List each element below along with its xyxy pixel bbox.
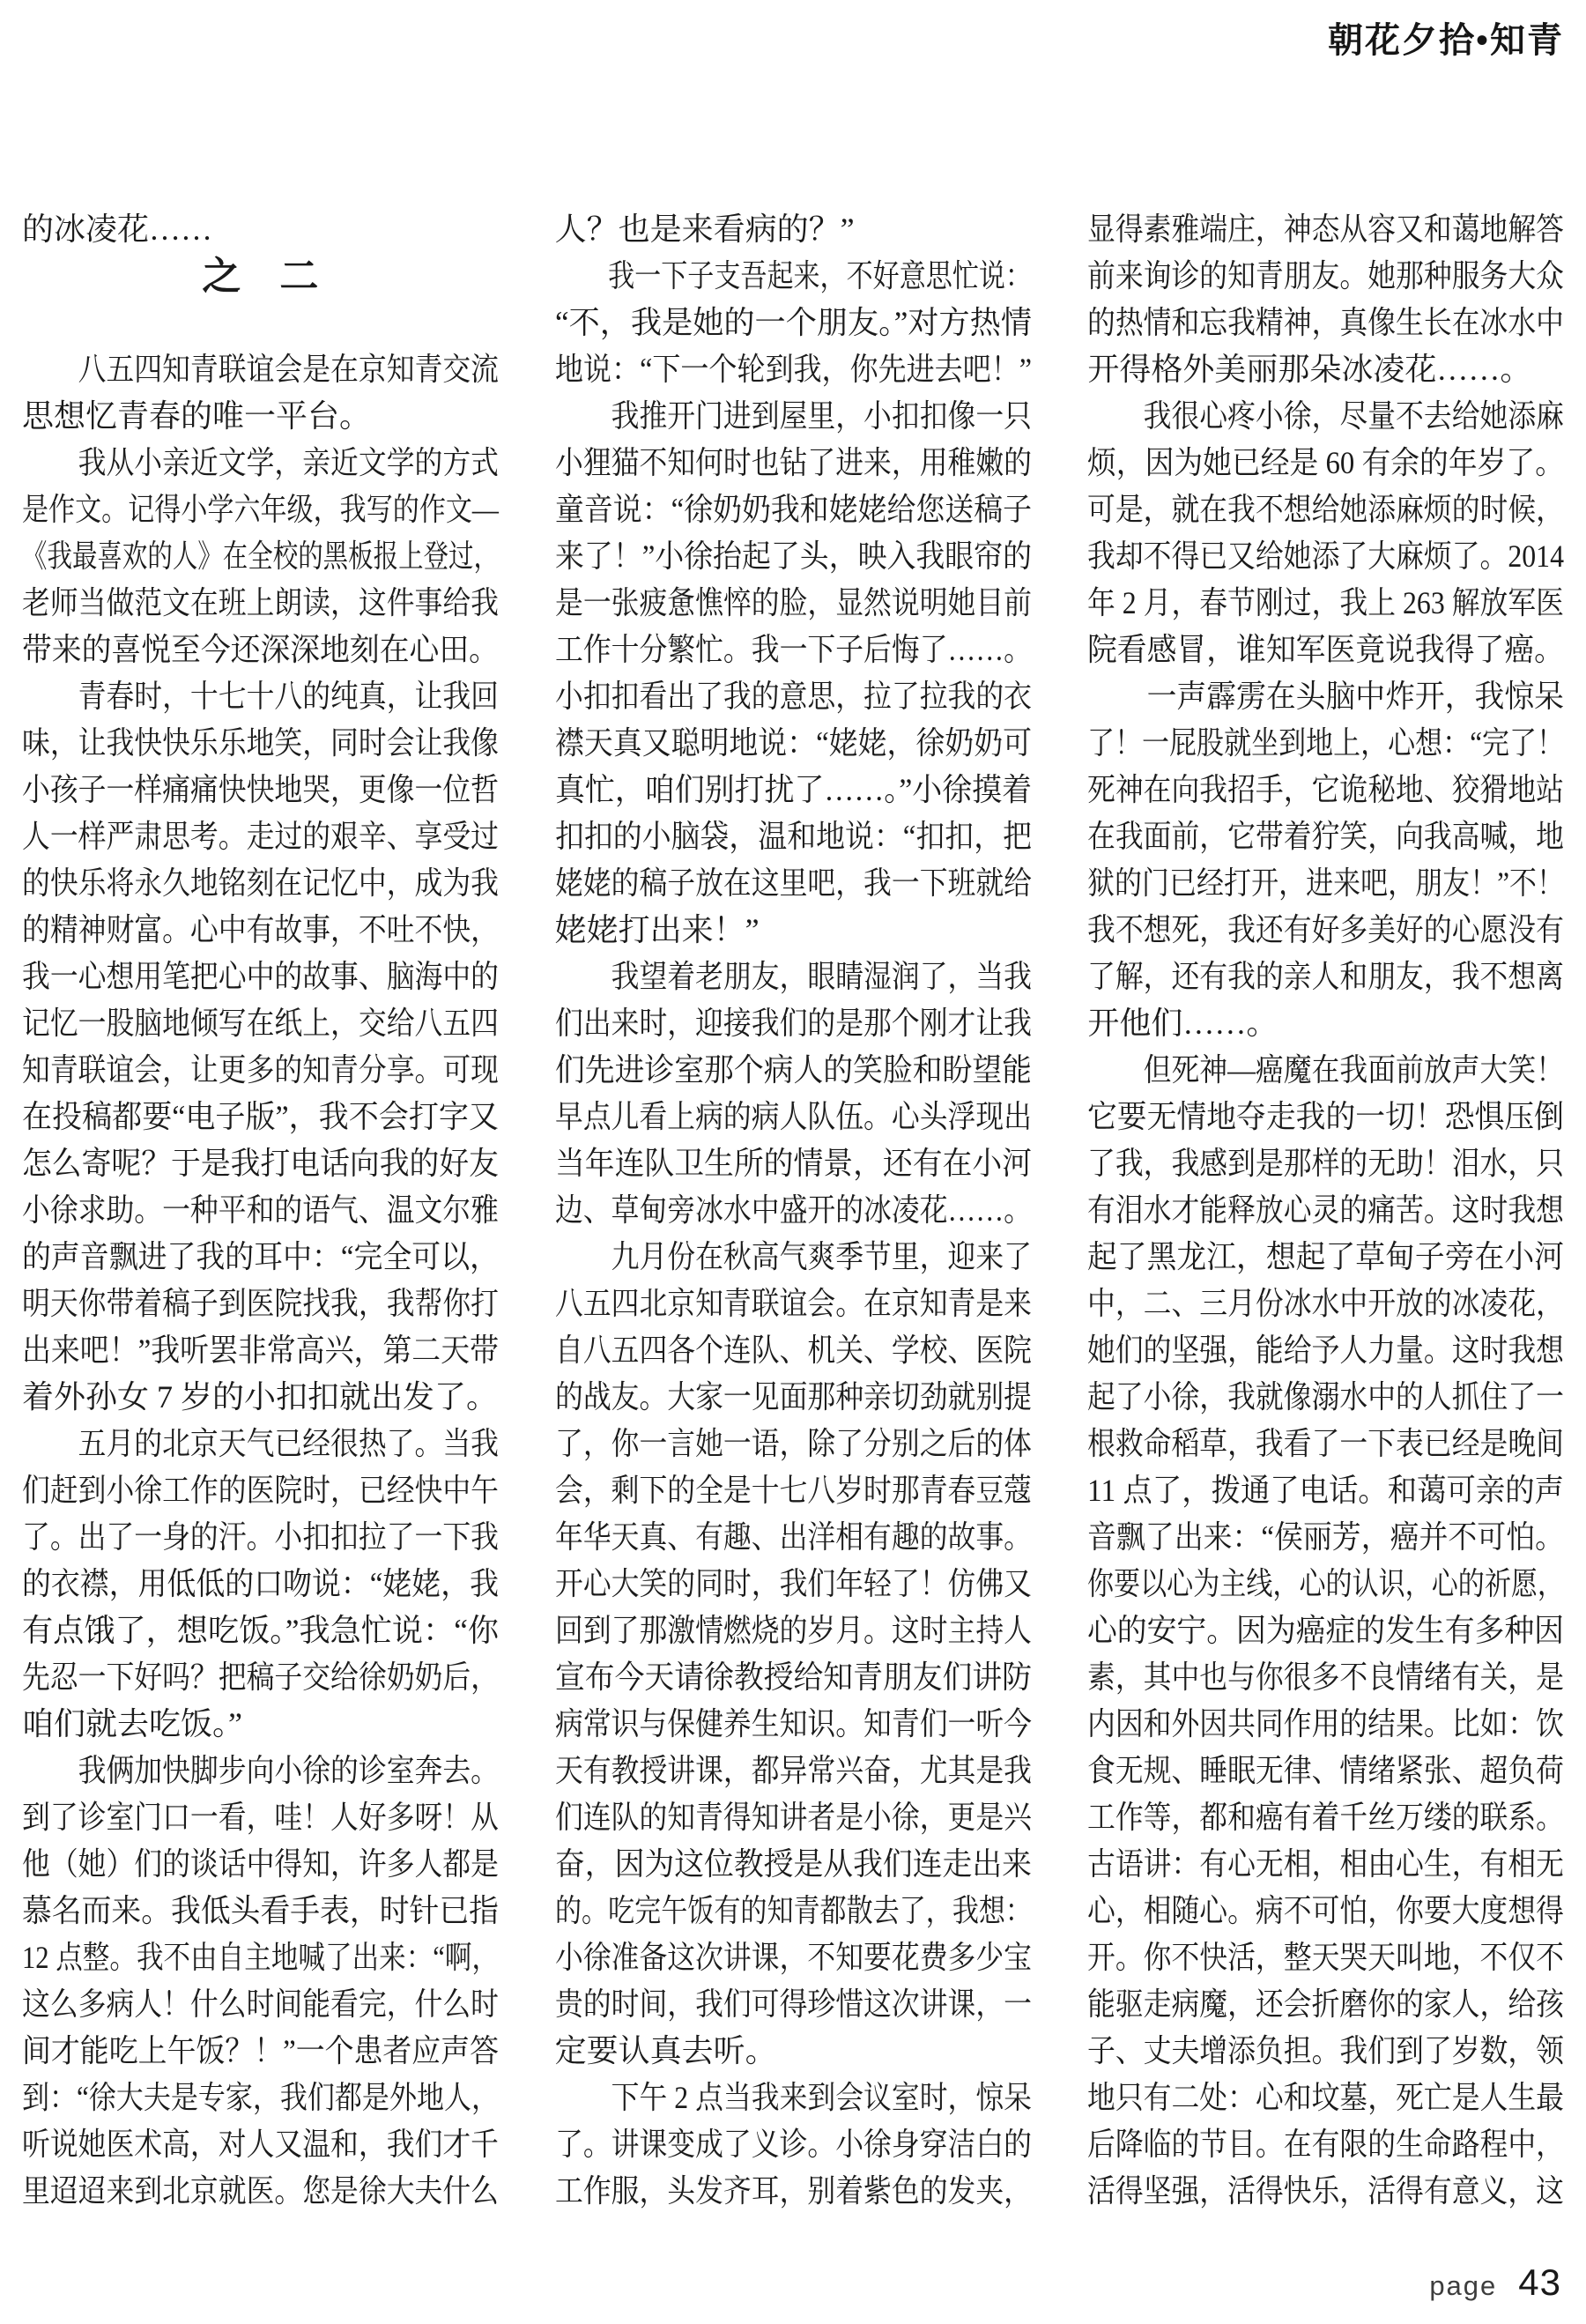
- text-line: 地说：“下一个轮到我，你先进去吧！”: [554, 352, 1032, 387]
- text-line: 11 点了，拨通了电话。和蔼可亲的声: [1087, 1473, 1565, 1508]
- text-line: 里迢迢来到北京就医。您是徐大夫什么: [22, 2173, 499, 2209]
- text-line: “不，我是她的一个朋友。”对方热情: [554, 305, 1032, 340]
- text-line: 青春时，十七十八的纯真，让我回: [22, 679, 499, 714]
- text-line: 记忆一股脑地倾写在纸上，交给八五四: [22, 1006, 499, 1041]
- text-line: 会，剩下的全是十七八岁时那青春豆蔻: [554, 1473, 1032, 1508]
- text-line: 中，二、三月份冰水中开放的冰凌花，: [1087, 1286, 1565, 1321]
- text-line: 明天你带着稿子到医院找我，我帮你打: [22, 1286, 499, 1321]
- text-line: 带来的喜悦至今还深深地刻在心田。: [22, 632, 499, 667]
- text-line: 年华天真、有趣、出洋相有趣的故事。: [554, 1519, 1032, 1555]
- text-line: 下午 2 点当我来到会议室时，惊呆: [554, 2080, 1032, 2115]
- text-line: 年 2 月，春节刚过，我上 263 解放军医: [1087, 585, 1565, 620]
- text-line: 出来吧！”我听罢非常高兴，第二天带: [22, 1333, 499, 1368]
- text-line: 的声音飘进了我的耳中：“完全可以，: [22, 1239, 499, 1274]
- text-line: 12 点整。我不由自主地喊了出来：“啊，: [22, 1940, 499, 1975]
- text-line: 人？也是来看病的？”: [554, 212, 855, 247]
- text-line: 我从小亲近文学，亲近文学的方式: [22, 445, 499, 480]
- text-line: 了，你一言她一语，除了分别之后的体: [554, 1426, 1032, 1461]
- text-line: 它要无情地夺走我的一切！恐惧压倒: [1087, 1099, 1565, 1134]
- text-line: 开他们……。: [1087, 1006, 1278, 1041]
- text-line: 的精神财富。心中有故事，不吐不快，: [22, 912, 499, 947]
- text-line: 能驱走病魔，还会折磨你的家人，给孩: [1087, 1986, 1565, 2022]
- text-line: 知青联谊会，让更多的知青分享。可现: [22, 1052, 499, 1088]
- text-line: 食无规、睡眠无律、情绪紧张、超负荷: [1087, 1753, 1565, 1788]
- page-footer: [1429, 2261, 1561, 2304]
- text-line: 病常识与保健养生知识。知青们一听今: [554, 1706, 1032, 1741]
- text-line: 是作文。记得小学六年级，我写的作文—: [22, 492, 499, 527]
- text-line: 思想忆青春的唯一平台。: [22, 398, 372, 434]
- text-line: 心的安宁。因为癌症的发生有多种因: [1087, 1613, 1565, 1648]
- text-line: 听说她医术高，对人又温和，我们才千: [22, 2127, 499, 2162]
- text-line: 童音说：“徐奶奶我和姥姥给您送稿子: [554, 492, 1032, 527]
- text-line: 可是，就在我不想给她添麻烦的时候，: [1087, 492, 1565, 527]
- text-line: 活得坚强，活得快乐，活得有意义，这: [1087, 2173, 1565, 2209]
- article-body: [22, 206, 1564, 2215]
- text-line: 的。吃完午饭有的知青都散去了，我想：: [554, 1893, 1032, 1928]
- text-line: 的快乐将永久地铭刻在记忆中，成为我: [22, 865, 499, 901]
- text-line: 他（她）们的谈话中得知，许多人都是: [22, 1846, 499, 1882]
- text-line: 味，让我快快乐乐地笑，同时会让我像: [22, 725, 499, 761]
- text-line: 小扣扣看出了我的意思，拉了拉我的衣: [554, 679, 1032, 714]
- text-line: 我不想死，我还有好多美好的心愿没有: [1087, 912, 1565, 947]
- text-line: 真忙，咱们别打扰了……。”小徐摸着: [554, 772, 1032, 807]
- text-line: 一声霹雳在头脑中炸开，我惊呆: [1087, 679, 1565, 714]
- section-heading: 之 二: [202, 255, 319, 298]
- text-line: 们赶到小徐工作的医院时，已经快中午: [22, 1473, 499, 1508]
- spacer: [22, 300, 499, 346]
- text-line: 在我面前，它带着狞笑，向我高喊，地: [1087, 819, 1565, 854]
- text-line: 但死神—癌魔在我面前放声大笑！: [1087, 1052, 1565, 1088]
- text-line: 我一心想用笔把心中的故事、脑海中的: [22, 959, 499, 994]
- text-line: 古语讲：有心无相，相由心生，有相无: [1087, 1846, 1565, 1882]
- text-line: 五月的北京天气已经很热了。当我: [22, 1426, 499, 1461]
- text-line: 咱们就去吃饭。”: [22, 1706, 242, 1741]
- text-line: 音飘了出来：“侯丽芳，癌并不可怕。: [1087, 1519, 1565, 1555]
- text-line: 回到了那激情燃烧的岁月。这时主持人: [554, 1613, 1032, 1648]
- text-line: 了。讲课变成了义诊。小徐身穿洁白的: [554, 2127, 1032, 2162]
- text-line: 着外孙女 7 岁的小扣扣就出发了。: [22, 1379, 499, 1414]
- text-line: 小徐准备这次讲课，不知要花费多少宝: [554, 1940, 1032, 1975]
- text-line: 怎么寄呢？于是我打电话向我的好友: [22, 1146, 499, 1181]
- text-line: 到：“徐大夫是专家，我们都是外地人，: [22, 2080, 499, 2115]
- text-line: 贵的时间，我们可得珍惜这次讲课，一: [554, 1986, 1032, 2022]
- text-line: 在投稿都要“电子版”，我不会打字又: [22, 1099, 499, 1134]
- text-line: 的热情和忘我精神，真像生长在冰水中: [1087, 305, 1565, 340]
- text-line: 天有教授讲课，都异常兴奋，尤其是我: [554, 1753, 1032, 1788]
- text-line: 狱的门已经打开，进来吧，朋友！”不！: [1087, 865, 1565, 901]
- text-line: 慕名而来。我低头看手表，时针已指: [22, 1893, 499, 1928]
- text-line: 八五四北京知青联谊会。在京知青是来: [554, 1286, 1032, 1321]
- text-line: 死神在向我招手，它诡秘地、狡猾地站: [1087, 772, 1565, 807]
- page-header-section-title: 朝花夕拾•知青: [1327, 20, 1564, 60]
- text-line: 子、丈夫增添负担。我们到了岁数，领: [1087, 2033, 1565, 2068]
- text-line: 到了诊室门口一看，哇！人好多呀！从: [22, 1800, 499, 1835]
- text-line: 有点饿了，想吃饭。”我急忙说：“你: [22, 1613, 499, 1648]
- text-line: 八五四知青联谊会是在京知青交流: [22, 352, 499, 387]
- text-line: 早点儿看上病的病人队伍。心头浮现出: [554, 1099, 1032, 1134]
- text-line: 们先进诊室那个病人的笑脸和盼望能: [554, 1052, 1032, 1088]
- page-label: page: [1429, 2270, 1498, 2301]
- text-line: 扣扣的小脑袋，温和地说：“扣扣，把: [554, 819, 1032, 854]
- text-line: 们出来时，迎接我们的是那个刚才让我: [554, 1006, 1032, 1041]
- text-line: 开得格外美丽那朵冰凌花……。: [1087, 352, 1532, 387]
- text-line: 当年连队卫生所的情景，还有在小河: [554, 1146, 1032, 1181]
- text-line: 奋，因为这位教授是从我们连走出来: [554, 1846, 1032, 1882]
- text-line: 是一张疲惫憔悴的脸，显然说明她目前: [554, 585, 1032, 620]
- text-line: 起了小徐，我就像溺水中的人抓住了一: [1087, 1379, 1565, 1414]
- text-line: 根救命稻草，我看了一下表已经是晚间: [1087, 1426, 1565, 1461]
- text-line: 的战友。大家一见面那种亲切劲就别提: [554, 1379, 1032, 1414]
- text-line: 小狸猫不知何时也钻了进来，用稚嫩的: [554, 445, 1032, 480]
- text-line: 我俩加快脚步向小徐的诊室奔去。: [22, 1753, 499, 1788]
- text-line: 了！一屁股就坐到地上，心想：“完了！: [1087, 725, 1565, 761]
- text-line: 前来询诊的知青朋友。她那种服务大众: [1087, 258, 1565, 293]
- text-line: 人一样严肃思考。走过的艰辛、享受过: [22, 819, 499, 854]
- text-line: 《我最喜欢的人》在全校的黑板报上登过，: [22, 538, 499, 574]
- text-line: 姥姥打出来！”: [554, 912, 760, 947]
- text-line: 这么多病人！什么时间能看完，什么时: [22, 1986, 499, 2022]
- text-line: 小徐求助。一种平和的语气、温文尔雅: [22, 1192, 499, 1228]
- text-line: 边、草甸旁冰水中盛开的冰凌花……。: [554, 1192, 1032, 1228]
- text-line: 心，相随心。病不可怕，你要大度想得: [1087, 1893, 1565, 1928]
- text-line: 小孩子一样痛痛快快地哭，更像一位哲: [22, 772, 499, 807]
- text-line: 烦，因为她已经是 60 有余的年岁了。: [1087, 445, 1565, 480]
- text-line: 我很心疼小徐，尽量不去给她添麻: [1087, 398, 1565, 434]
- text-line: 自八五四各个连队、机关、学校、医院: [554, 1333, 1032, 1368]
- text-line: 你要以心为主线，心的认识，心的祈愿，: [1087, 1566, 1565, 1601]
- text-line: 内因和外因共同作用的结果。比如：饮: [1087, 1706, 1565, 1741]
- text-line: 我推开门进到屋里，小扣扣像一只: [554, 398, 1032, 434]
- text-line: 们连队的知青得知讲者是小徐，更是兴: [554, 1800, 1032, 1835]
- text-line: 工作等，都和癌有着千丝万缕的联系。: [1087, 1800, 1565, 1835]
- text-line: 我望着老朋友，眼睛湿润了，当我: [554, 959, 1032, 994]
- text-line: 宣布今天请徐教授给知青朋友们讲防: [554, 1659, 1032, 1695]
- text-line: 先忍一下好吗？把稿子交给徐奶奶后，: [22, 1659, 499, 1695]
- text-line: 显得素雅端庄，神态从容又和蔼地解答: [1087, 212, 1565, 247]
- text-line: 定要认真去听。: [554, 2033, 777, 2068]
- text-line: 开。你不快活，整天哭天叫地，不仅不: [1087, 1940, 1565, 1975]
- text-line: 工作服，头发齐耳，别着紫色的发夹，: [554, 2173, 1032, 2209]
- text-line: 的衣襟，用低低的口吻说：“姥姥，我: [22, 1566, 499, 1601]
- text-line: 地只有二处：心和坟墓，死亡是人生最: [1087, 2080, 1565, 2115]
- text-line: 的冰凌花……: [22, 212, 213, 247]
- text-line: 间才能吃上午饭？！”一个患者应声答: [22, 2033, 499, 2068]
- text-line: 九月份在秋高气爽季节里，迎来了: [554, 1239, 1032, 1274]
- text-line: 姥姥的稿子放在这里吧，我一下班就给: [554, 865, 1032, 901]
- text-line: 老师当做范文在班上朗读，这件事给我: [22, 585, 499, 620]
- text-line: 开心大笑的同时，我们年轻了！仿佛又: [554, 1566, 1032, 1601]
- text-line: 我却不得已又给她添了大麻烦了。2014: [1087, 538, 1565, 574]
- text-line: 我一下子支吾起来，不好意思忙说：: [554, 258, 1032, 293]
- text-line: 了我，我感到是那样的无助！泪水，只: [1087, 1146, 1565, 1181]
- article-column: [1087, 206, 1564, 2215]
- text-line: 后降临的节目。在有限的生命路程中，: [1087, 2127, 1565, 2162]
- text-line: 襟天真又聪明地说：“姥姥，徐奶奶可: [554, 725, 1032, 761]
- text-line: 工作十分繁忙。我一下子后悔了……。: [554, 632, 1032, 667]
- page-number: 43: [1518, 2261, 1561, 2303]
- text-line: 起了黑龙江，想起了草甸子旁在小河: [1087, 1239, 1565, 1274]
- article-column: [22, 206, 499, 2215]
- text-line: 素，其中也与你很多不良情绪有关，是: [1087, 1659, 1565, 1695]
- text-line: 有泪水才能释放心灵的痛苦。这时我想: [1087, 1192, 1565, 1228]
- text-line: 院看感冒，谁知军医竟说我得了癌。: [1087, 632, 1565, 667]
- text-line: 来了！”小徐抬起了头，映入我眼帘的: [554, 538, 1032, 574]
- text-line: 她们的坚强，能给予人力量。这时我想: [1087, 1333, 1565, 1368]
- article-column: [555, 206, 1032, 2215]
- text-line: 了解，还有我的亲人和朋友，我不想离: [1087, 959, 1565, 994]
- text-line: 了。出了一身的汗。小扣扣拉了一下我: [22, 1519, 499, 1555]
